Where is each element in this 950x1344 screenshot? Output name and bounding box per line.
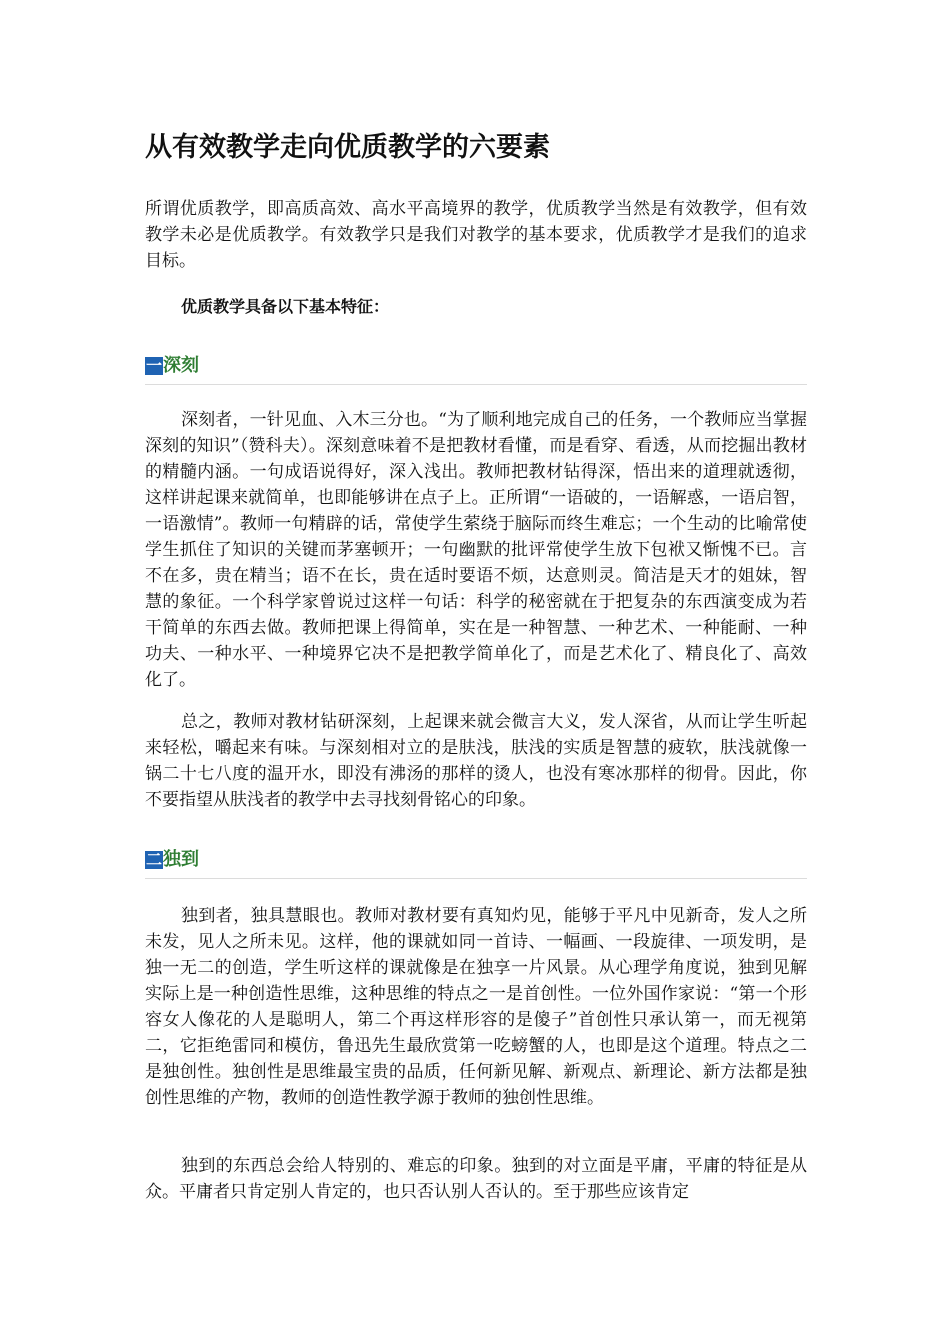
section-1-paragraph-2: 总之，教师对教材钻研深刻，上起课来就会微言大义，发人深省，从而让学生听起来轻松，嚼起来有味。与深刻相对立的是肤浅，肤浅的实质是智慧的疲软，肤浅就像一锅二十七八度的温开水，即没有沸汤的那样的烫人，也没有寒冰那样的彻骨。因此，你不要指望从肤浅者的教学中去寻找刻骨铭心的印象。 <box>145 712 807 810</box>
section-number-badge <box>145 851 163 869</box>
document-title: 从有效教学走向优质教学的六要素 <box>145 132 550 163</box>
intro-paragraph: 所谓优质教学，即高质高效、高水平高境界的教学，优质教学当然是有效教学，但有效教学未必是优质教学。有效教学只是我们对教学的基本要求，优质教学才是我们的追求目标。 <box>145 199 807 271</box>
section-number: 二 <box>145 850 162 869</box>
section-1-paragraph-1: 深刻者，一针见血、入木三分也。“为了顺利地完成自己的任务，一个教师应当掌握深刻的知识”（赞科夫）。深刻意味着不是把教材看懂，而是看穿、看透，从而挖掘出教材的精髓内涵。一句成语说得好，深入浅出。教师把教材钻得深，悟出来的道理就透彻，这样讲起课来就简单，也即能够讲在点子上。正所谓“一语破的，一语解惑，一语启智，一语激情”。教师一句精辟的话，常使学生萦绕于脑际而终生难忘；一个生动的比喻常使学生抓住了知识的关键而茅塞顿开；一句幽默的批评常使学生放下包袱又惭愧不已。言不在多，贵在精当；语不在长，贵在适时要语不烦，达意则灵。简洁是天才的姐妹，智慧的象征。一个科学家曾说过这样一句话：科学的秘密就在于把复杂的东西演变成为若干简单的东西去做。教师把课上得简单，实在是一种智慧、一种艺术、一种能耐、一种功夫、一种水平、一种境界它决不是把教学简单化了，而是艺术化了、精良化了、高效化了。 <box>145 410 807 690</box>
section-header-2 <box>145 842 807 879</box>
section-2-paragraph-1: 独到者，独具慧眼也。教师对教材要有真知灼见，能够于平凡中见新奇，发人之所未发，见人之所未见。这样，他的课就如同一首诗、一幅画、一段旋律、一项发明，是独一无二的创造，学生听这样的课就像是在独享一片风景。从心理学角度说，独到见解实际上是一种创造性思维，这种思维的特点之一是首创性。一位外国作家说：“第一个形容女人像花的人是聪明人，第二个再这样形容的是傻子”首创性只承认第一，而无视第二，它拒绝雷同和模仿，鲁迅先生最欣赏第一吃螃蟹的人，也即是这个道理。特点之二是独创性。独创性是思维最宝贵的品质，任何新见解、新观点、新理论、新方法都是独创性思维的产物，教师的创造性教学源于教师的独创性思维。 <box>145 906 807 1108</box>
features-subheading: 优质教学具备以下基本特征： <box>181 297 390 316</box>
section-2-paragraph-2: 独到的东西总会给人特别的、难忘的印象。独到的对立面是平庸，平庸的特征是从众。平庸者只肯定别人肯定的，也只否认别人否认的。至于那些应该肯定 <box>145 1156 807 1202</box>
section-number: 一 <box>145 356 162 375</box>
section-title: 独到 <box>163 849 199 870</box>
section-number-badge <box>145 357 163 375</box>
section-title: 深刻 <box>163 355 199 376</box>
section-header-1 <box>145 348 807 385</box>
